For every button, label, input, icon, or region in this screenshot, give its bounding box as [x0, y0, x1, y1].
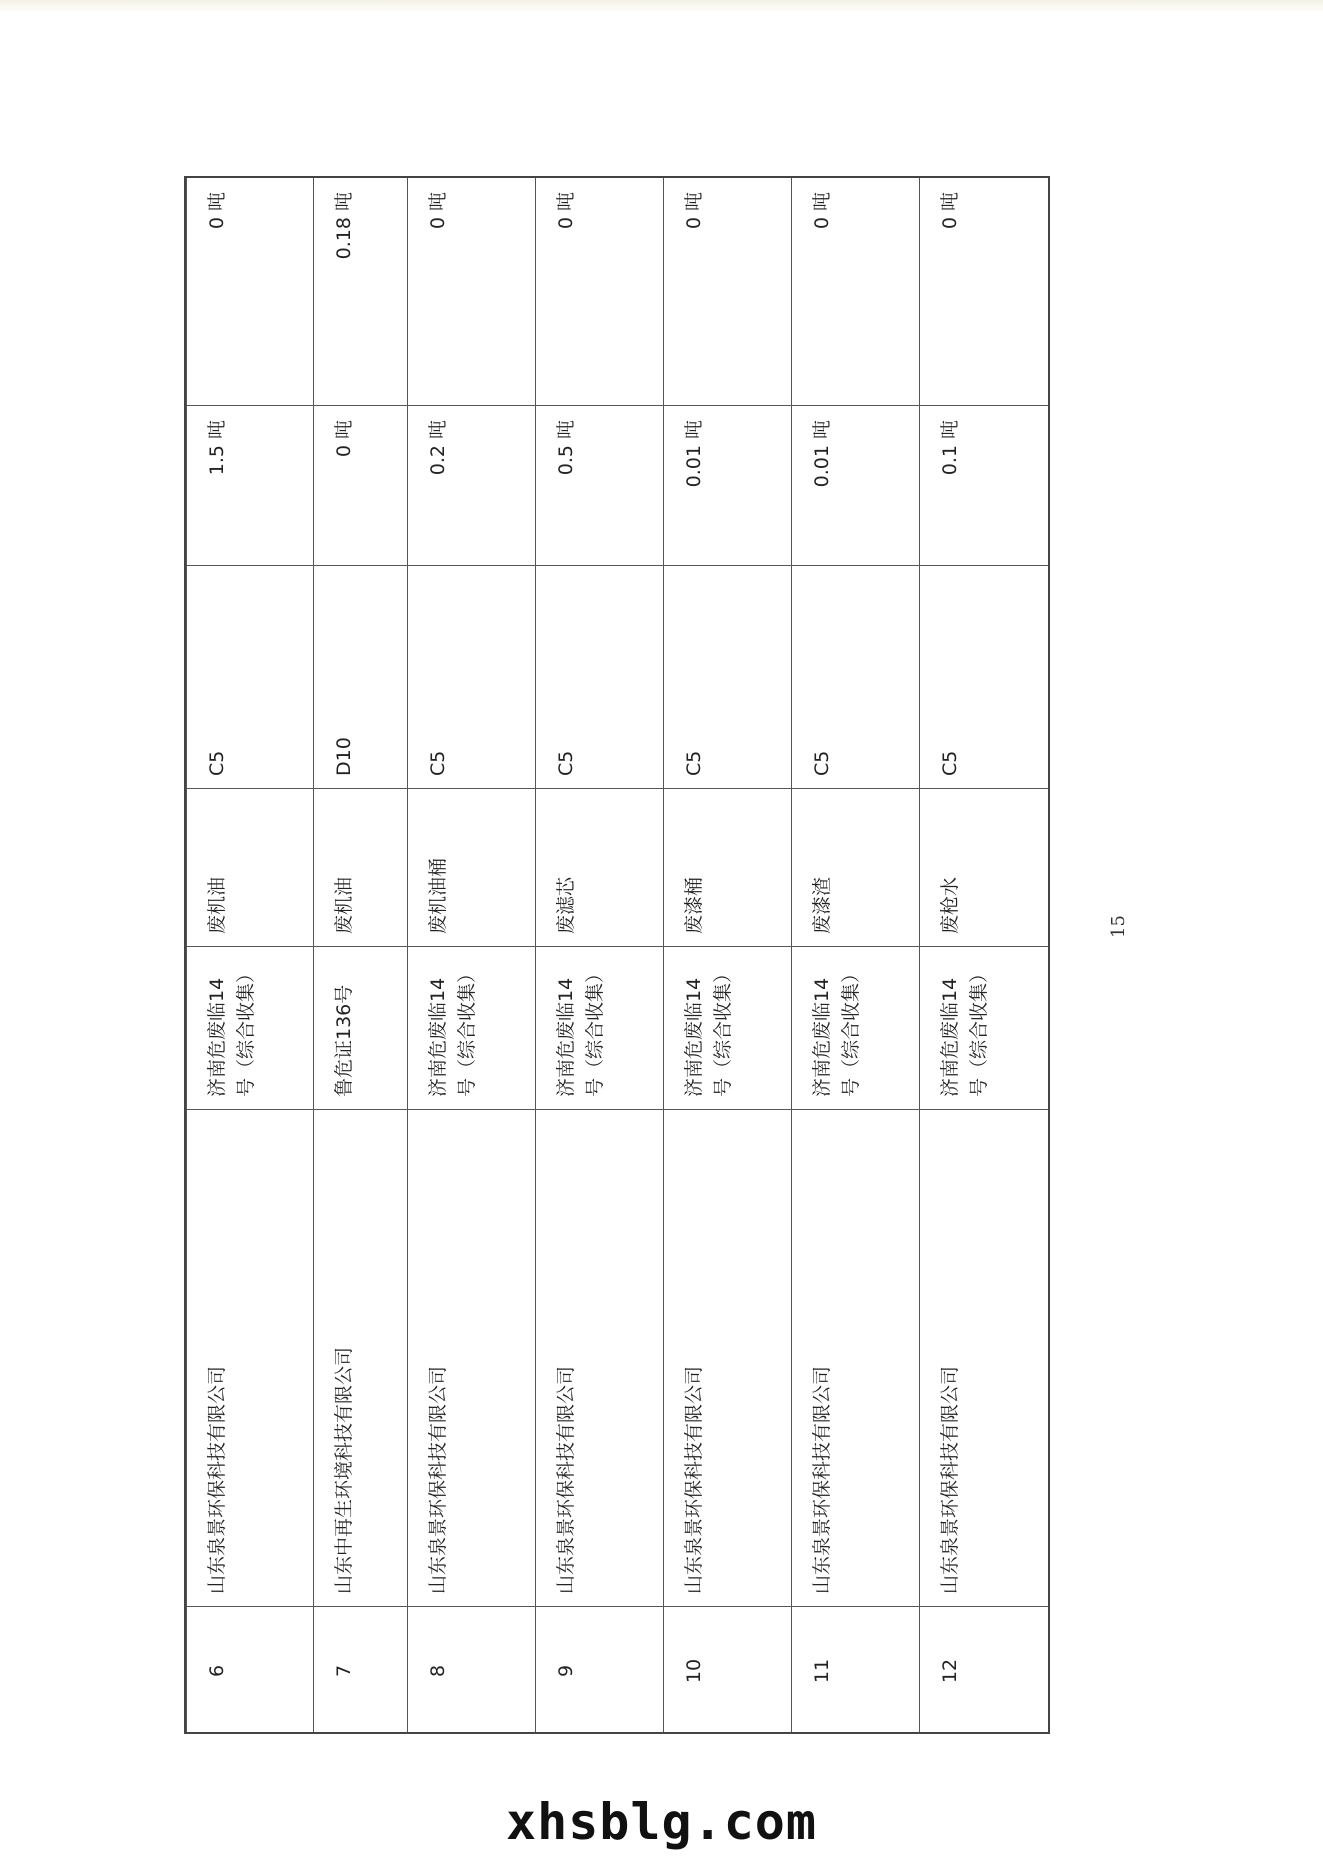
- generated-amount: 0 吨: [536, 178, 664, 406]
- waste-name: 废机油: [314, 789, 408, 947]
- row-number: 11: [792, 1607, 920, 1735]
- table-row: [408, 178, 536, 1735]
- generated-amount: 0 吨: [187, 178, 314, 406]
- disposal-code: C5: [536, 566, 664, 789]
- disposal-code: C5: [187, 566, 314, 789]
- row-number: 12: [920, 1607, 1051, 1735]
- disposal-code: D10: [314, 566, 408, 789]
- permit-number: 济南危废临14号（综合收集）: [408, 947, 536, 1110]
- hazardous-waste-table: [186, 177, 1050, 1734]
- waste-name: 废机油桶: [408, 789, 536, 947]
- disposed-amount: 0.5 吨: [536, 406, 664, 566]
- row-number: 6: [187, 1607, 314, 1735]
- disposal-company: 山东中再生环境科技有限公司: [314, 1110, 408, 1607]
- permit-number: 济南危废临14号（综合收集）: [792, 947, 920, 1110]
- disposed-amount: 0.1 吨: [920, 406, 1051, 566]
- waste-table-frame: [184, 176, 1050, 1734]
- table-row: [314, 178, 408, 1735]
- disposal-code: C5: [664, 566, 792, 789]
- table-row: [792, 178, 920, 1735]
- watermark-text: xhsblg.com: [505, 1793, 818, 1851]
- permit-number: 济南危废临14号（综合收集）: [187, 947, 314, 1110]
- disposed-amount: 0.01 吨: [664, 406, 792, 566]
- row-number: 9: [536, 1607, 664, 1735]
- disposal-company: 山东泉景环保科技有限公司: [792, 1110, 920, 1607]
- generated-amount: 0.18 吨: [314, 178, 408, 406]
- table-row: [920, 178, 1051, 1735]
- permit-number: 济南危废临14号（综合收集）: [664, 947, 792, 1110]
- disposed-amount: 1.5 吨: [187, 406, 314, 566]
- permit-number: 济南危废临14号（综合收集）: [536, 947, 664, 1110]
- disposal-company: 山东泉景环保科技有限公司: [920, 1110, 1051, 1607]
- generated-amount: 0 吨: [920, 178, 1051, 406]
- table-row: [664, 178, 792, 1735]
- disposal-company: 山东泉景环保科技有限公司: [187, 1110, 314, 1607]
- row-number: 8: [408, 1607, 536, 1735]
- disposal-code: C5: [408, 566, 536, 789]
- generated-amount: 0 吨: [408, 178, 536, 406]
- waste-name: 废漆桶: [664, 789, 792, 947]
- disposal-company: 山东泉景环保科技有限公司: [536, 1110, 664, 1607]
- page-number: 15: [1108, 915, 1129, 938]
- waste-name: 废滤芯: [536, 789, 664, 947]
- generated-amount: 0 吨: [664, 178, 792, 406]
- disposal-company: 山东泉景环保科技有限公司: [664, 1110, 792, 1607]
- row-number: 10: [664, 1607, 792, 1735]
- disposal-code: C5: [920, 566, 1051, 789]
- waste-name: 废枪水: [920, 789, 1051, 947]
- waste-name: 废机油: [187, 789, 314, 947]
- scan-edge: [0, 0, 1323, 14]
- disposed-amount: 0.01 吨: [792, 406, 920, 566]
- row-number: 7: [314, 1607, 408, 1735]
- disposal-code: C5: [792, 566, 920, 789]
- table-row: [187, 178, 314, 1735]
- permit-number: 鲁危证136号: [314, 947, 408, 1110]
- disposed-amount: 0 吨: [314, 406, 408, 566]
- permit-number: 济南危废临14号（综合收集）: [920, 947, 1051, 1110]
- disposal-company: 山东泉景环保科技有限公司: [408, 1110, 536, 1607]
- disposed-amount: 0.2 吨: [408, 406, 536, 566]
- table-row: [536, 178, 664, 1735]
- waste-name: 废漆渣: [792, 789, 920, 947]
- generated-amount: 0 吨: [792, 178, 920, 406]
